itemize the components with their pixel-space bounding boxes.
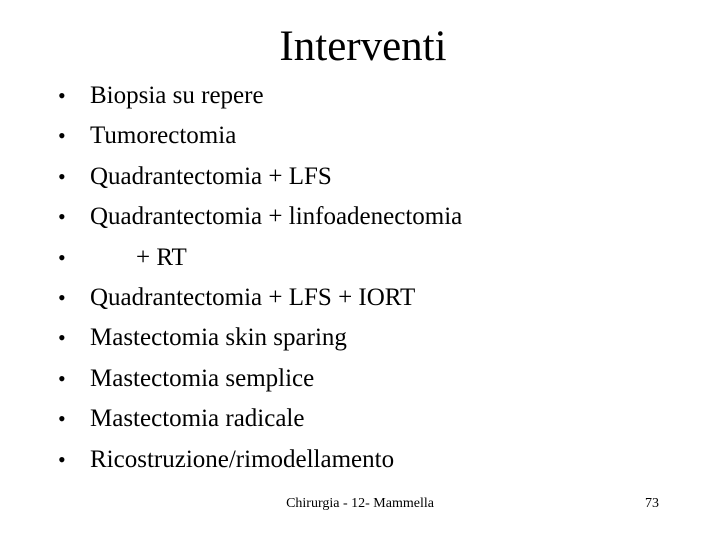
bullet-text: Quadrantectomia + linfoadenectomia <box>90 203 463 231</box>
bullet-icon: • <box>58 284 66 310</box>
bullet-text: + RT <box>136 243 187 271</box>
list-item <box>58 121 698 161</box>
list-item <box>58 445 698 485</box>
bullet-icon: • <box>58 325 66 351</box>
list-item <box>58 81 698 121</box>
list-item <box>58 323 698 363</box>
bullet-icon: • <box>58 406 66 432</box>
bullet-text: Quadrantectomia + LFS <box>90 162 332 190</box>
list-item <box>58 243 698 283</box>
slide-title: Interventi <box>279 23 447 70</box>
bullet-text: Quadrantectomia + LFS + IORT <box>90 283 416 311</box>
bullet-list <box>58 81 698 485</box>
bullet-icon: • <box>58 83 66 108</box>
bullet-icon: • <box>58 365 66 391</box>
bullet-icon: • <box>58 446 66 472</box>
bullet-icon: • <box>58 204 66 230</box>
bullet-text: Mastectomia semplice <box>90 364 315 392</box>
list-item <box>58 404 698 444</box>
list-item <box>58 162 698 202</box>
bullet-icon: • <box>58 123 66 149</box>
bullet-text: Tumorectomia <box>90 122 237 150</box>
list-item <box>58 202 698 242</box>
list-item <box>58 283 698 323</box>
page-number: 73 <box>645 496 659 511</box>
list-item <box>58 364 698 404</box>
bullet-text: Mastectomia radicale <box>90 405 305 433</box>
footer-text: Chirurgia - 12- Mammella <box>286 496 434 511</box>
bullet-text: Mastectomia skin sparing <box>90 324 347 352</box>
bullet-icon: • <box>58 244 66 270</box>
bullet-text: Ricostruzione/rimodellamento <box>90 445 395 473</box>
bullet-icon: • <box>58 163 66 189</box>
bullet-text: Biopsia su repere <box>90 82 264 109</box>
